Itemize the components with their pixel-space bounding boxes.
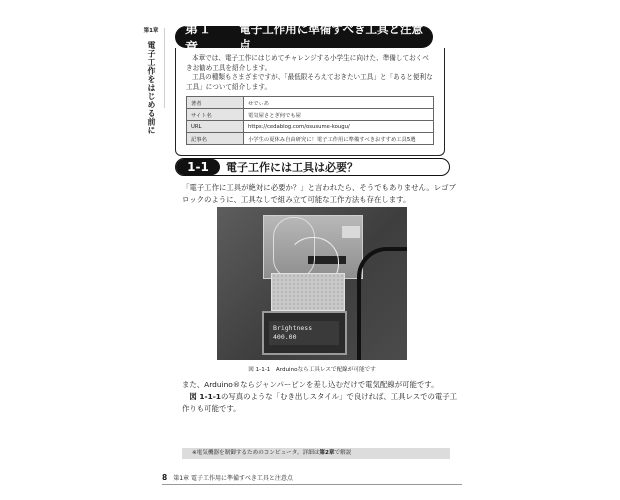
section-number: 1-1	[176, 159, 220, 175]
lcd-line-1: Brightness	[273, 324, 313, 332]
arduino-photo	[217, 207, 407, 360]
body-paragraph-2b-text: の写真のような「むき出しスタイル」で良ければ、工具レスでの電子工作りも可能です。	[182, 392, 458, 413]
table-value: 小学生の夏休み自由研究に！電子工作用に準備すべきおすすめ工具5選	[244, 133, 434, 145]
section-title: 電子工作には工具は必要？	[226, 161, 358, 174]
side-tab	[140, 28, 162, 135]
page-number: 8	[162, 473, 168, 482]
table-key: 著者	[187, 97, 244, 109]
breadboard	[271, 273, 345, 311]
running-title: 第1章 電子工作用に準備すべき工具と注意点	[173, 475, 293, 482]
side-tab-chapter: 第1章	[143, 28, 159, 34]
figure-reference: 図 1-1-1	[189, 392, 221, 401]
footnote-text: ※電気機器を制御するためのコンピュータ。詳細は	[192, 450, 320, 456]
body-paragraph-2	[182, 379, 462, 415]
table-value: せでぃあ	[244, 97, 434, 109]
table-key: 記事名	[187, 133, 244, 145]
lcd-screen	[269, 321, 339, 345]
intro-paragraph-1: 本章では、電子工作にはじめてチャレンジする小学生に向けた、準備しておくべきお勧め工具を紹介します。	[186, 54, 429, 72]
intro-paragraph-2: 工具の種類もさまざまですが、「最低限そろえておきたい工具」と「あると便利な工具」について紹介します。	[186, 73, 433, 91]
side-divider	[164, 28, 165, 108]
footnote-tail: で解説	[334, 450, 352, 456]
figure-caption: 図 1-1-1 Arduinoなら工具レスで配線が可能です	[248, 367, 376, 373]
table-row	[187, 109, 434, 121]
table-row	[187, 121, 434, 133]
lcd-line-2: 400.00	[273, 333, 297, 341]
chapter-number: 第１章	[185, 22, 213, 56]
table-row	[187, 133, 434, 145]
chapter-title: 電子工作用に準備すべき工具と注意点	[239, 22, 423, 52]
usb-cable	[357, 247, 407, 360]
body-paragraph-2b	[182, 391, 462, 415]
table-key: URL	[187, 121, 244, 133]
source-info-table	[186, 96, 434, 145]
table-row	[187, 97, 434, 109]
lcd-module	[262, 311, 347, 355]
section-header	[175, 158, 450, 176]
footnote-box	[182, 448, 450, 459]
body-paragraph-1: 「電子工作に工具が絶対に必要か？」と言われたら、そうでもありません。レゴブロックのように、工具なしで組み立て可能な工作方法も存在します。	[182, 183, 456, 204]
table-key: サイト名	[187, 109, 244, 121]
table-value: https://cedablog.com/osusume-kougu/	[244, 121, 434, 133]
intro-box	[175, 48, 445, 156]
usb-port	[342, 226, 360, 238]
side-tab-title: 電子工作をはじめる前に	[147, 41, 156, 135]
body-paragraph-2a: また、Arduino®ならジャンパーピンを差し込むだけで電気配線が可能です。	[182, 380, 439, 389]
chapter-header	[175, 22, 433, 56]
table-value: 電気屋さとぎ何でも屋	[244, 109, 434, 121]
footer-divider	[162, 484, 462, 485]
footnote-chapter-ref: 第2章	[319, 450, 335, 456]
page-footer	[162, 473, 293, 482]
